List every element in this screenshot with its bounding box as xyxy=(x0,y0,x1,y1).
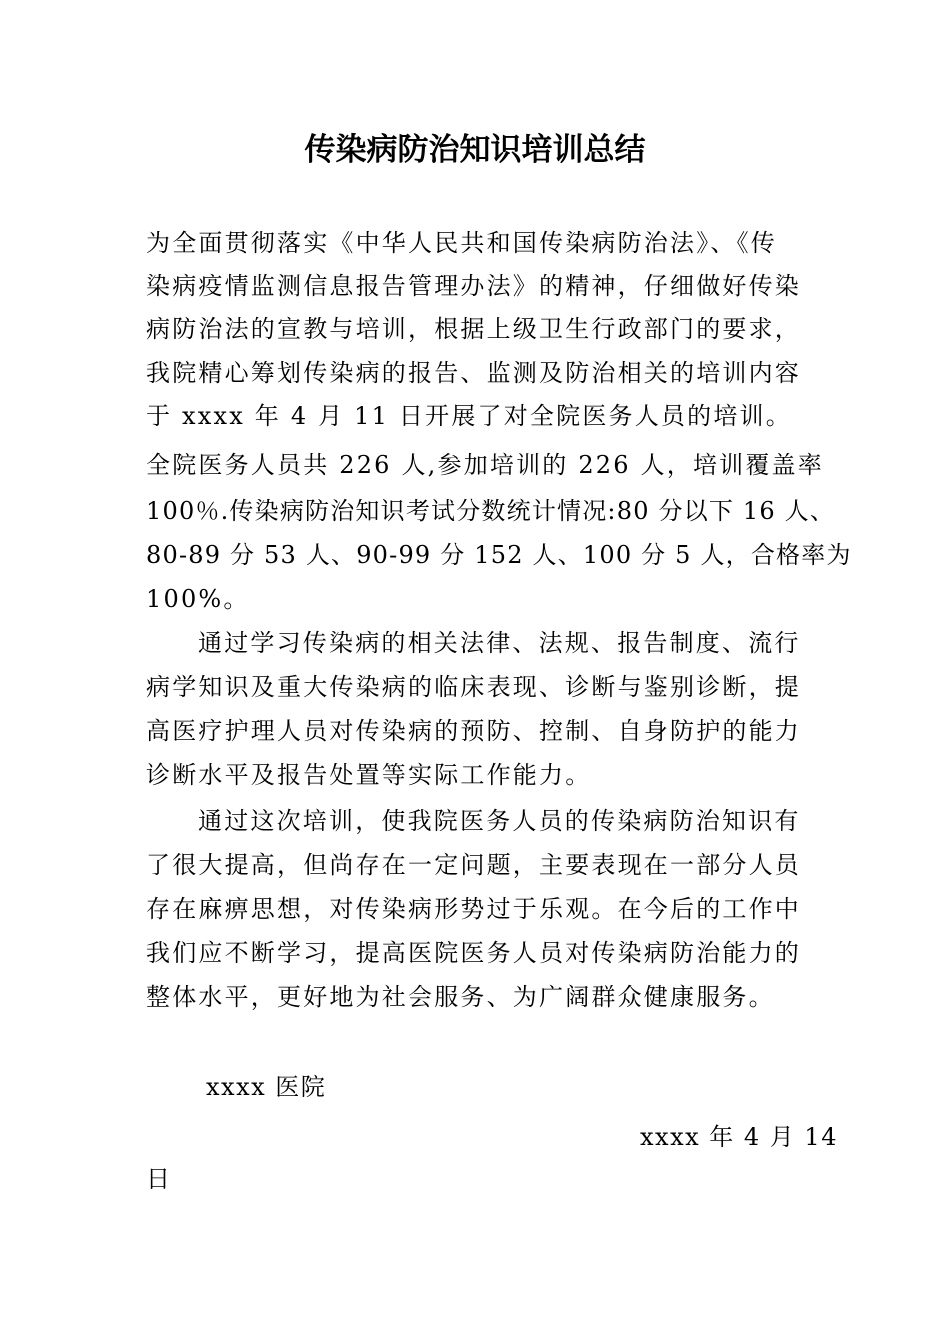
document-title: 传染病防治知识培训总结 xyxy=(304,132,646,168)
paragraph-line: 染病疫情监测信息报告管理办法》的精神，仔细做好传染 xyxy=(146,272,801,300)
paragraph-line: 我们应不断学习，提高医院医务人员对传染病防治能力的 xyxy=(146,939,801,967)
paragraph-line: 通过学习传染病的相关法律、法规、报告制度、流行 xyxy=(198,629,801,657)
paragraph-line: 为全面贯彻落实《中华人民共和国传染病防治法》、《传 xyxy=(146,229,777,257)
paragraph-line: 100%。 xyxy=(146,585,250,613)
signature-date-tail: 日 xyxy=(146,1165,172,1193)
paragraph-line: 病学知识及重大传染病的临床表现、诊断与鉴别诊断，提 xyxy=(146,673,801,701)
paragraph-line: 高医疗护理人员对传染病的预防、控制、自身防护的能力 xyxy=(146,717,801,745)
paragraph-line: 整体水平，更好地为社会服务、为广阔群众健康服务。 xyxy=(146,983,775,1011)
paragraph-line: 我院精心筹划传染病的报告、监测及防治相关的培训内容 xyxy=(146,359,801,387)
paragraph-line: 存在麻痹思想，对传染病形势过于乐观。在今后的工作中 xyxy=(146,895,801,923)
paragraph-line: 通过这次培训，使我院医务人员的传染病防治知识有 xyxy=(198,807,801,835)
paragraph-line: 诊断水平及报告处置等实际工作能力。 xyxy=(146,761,592,789)
paragraph-line: 80-89 分 53 人、90-99 分 152 人、100 分 5 人，合格率为 xyxy=(146,541,852,569)
paragraph-line: 了很大提高，但尚存在一定问题，主要表现在一部分人员 xyxy=(146,851,801,879)
signature-date: xxxx 年 4 月 14 xyxy=(640,1123,838,1151)
paragraph-line: 病防治法的宣教与培训，根据上级卫生行政部门的要求， xyxy=(146,315,801,343)
paragraph-line: 于 xxxx 年 4 月 11 日开展了对全院医务人员的培训。 xyxy=(146,402,792,430)
paragraph-line: 100％.传染病防治知识考试分数统计情况:80 分以下 16 人、 xyxy=(146,497,836,525)
signature-organization: xxxx 医院 xyxy=(206,1073,327,1101)
paragraph-line: 全院医务人员共 226 人,参加培训的 226 人，培训覆盖率 xyxy=(146,451,824,479)
